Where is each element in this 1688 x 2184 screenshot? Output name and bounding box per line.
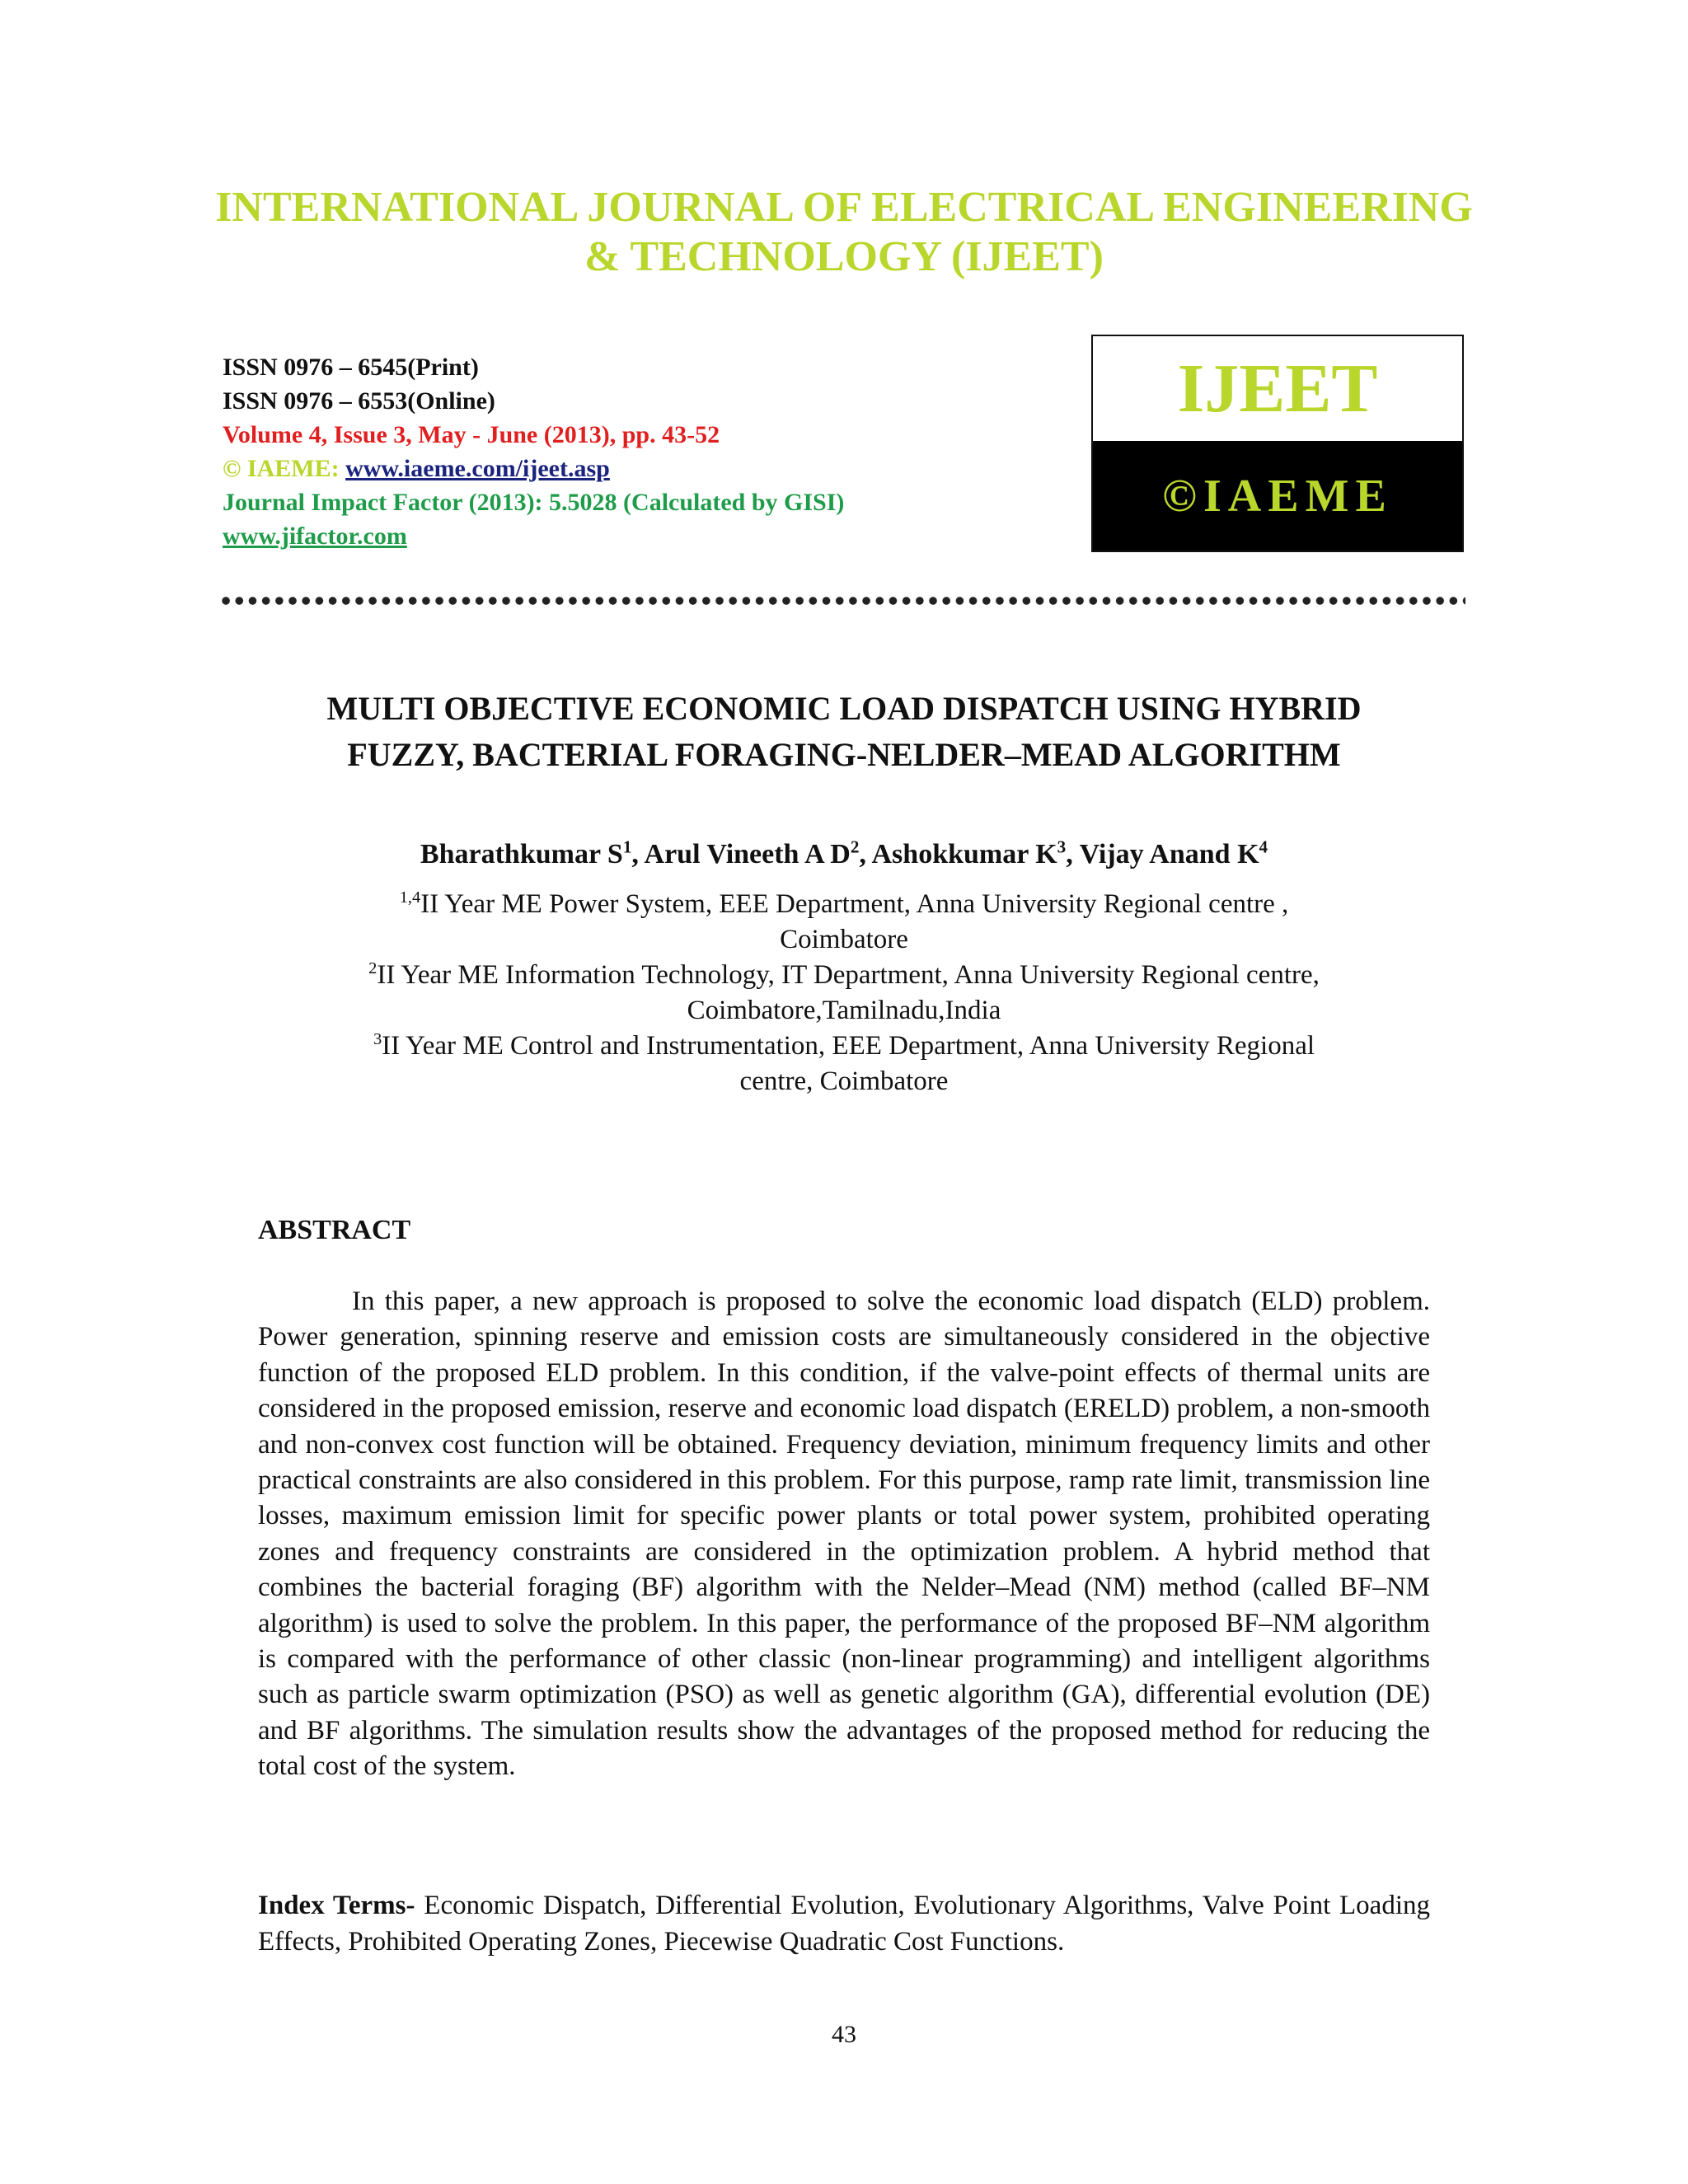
journal-metadata	[223, 350, 1047, 553]
author-list	[0, 839, 1688, 870]
index-terms-label: Index Terms-	[258, 1891, 415, 1920]
affiliations	[247, 887, 1441, 1099]
ijeet-logo: IJEET	[1093, 336, 1462, 441]
paper-title	[0, 686, 1688, 778]
affiliation: $^{1,4}$II Year ME Power System, EEE Department, Anna University Regional centre , Coimbatore	[399, 888, 1289, 954]
author: Vijay Anand $K^4$	[1079, 837, 1268, 869]
affiliation: $^2$II Year ME Information Technology, IT Department, Anna University Regional centre, Coimbatore,Tamilnadu,India	[368, 959, 1320, 1025]
abstract-body: In this paper, a new approach is proposed to solve the economic load dispatch (ELD) problem. Power generation, spinning reserve and emission costs are simultaneously considered in the objective function of the proposed ELD problem. In this condition, if the valve-point effects of thermal units are considered in the proposed emission, reserve and economic load dispatch (ERELD) problem, a non-smooth and non-convex cost function will be obtained. Frequency deviation, minimum frequency limits and other practical constraints are also considered in this problem. For this purpose, ramp rate limit, transmission line losses, maximum emission limit for specific power plants or total power system, prohibited operating zones and frequency constraints are considered in the optimization problem. A hybrid method that combines the bacterial foraging (BF) algorithm with the Nelder–Mead (NM) method (called BF–NM algorithm) is used to solve the problem. In this paper, the performance of the proposed BF–NM algorithm is compared with the performance of other classic (non-linear programming) and intelligent algorithms such as particle swarm optimization (PSO) as well as genetic algorithm (GA), differential evolution (DE) and BF algorithms. The simulation results show the advantages of the proposed method for reducing the total cost of the system.	[258, 1286, 1430, 1782]
dotted-separator	[219, 595, 1465, 607]
author: Bharathkumar $S^1$,	[420, 837, 645, 869]
paper-title-line-2: FUZZY, BACTERIAL FORAGING-NELDER–MEAD ALGORITHM	[347, 736, 1341, 773]
impact-factor: Journal Impact Factor (2013): 5.5028 (Calculated by GISI)	[223, 489, 845, 516]
iaeme-line	[223, 452, 1047, 485]
index-terms	[258, 1887, 1430, 1960]
jifactor-link[interactable]: www.jifactor.com	[223, 523, 407, 550]
paper-title-line-1: MULTI OBJECTIVE ECONOMIC LOAD DISPATCH USING HYBRID	[326, 690, 1362, 727]
iaeme-prefix: © IAEME:	[223, 455, 346, 482]
iaeme-logo: ©IAEME	[1093, 441, 1462, 551]
iaeme-link[interactable]: www.iaeme.com/ijeet.asp	[345, 455, 610, 482]
journal-title	[0, 183, 1688, 282]
journal-logo-box	[1091, 335, 1464, 552]
page-number: 43	[832, 2021, 856, 2048]
issn-print: ISSN 0976 – 6545(Print)	[223, 354, 479, 381]
volume-info: Volume 4, Issue 3, May - June (2013), pp. 43-52	[223, 421, 720, 448]
author: Arul Vineeth A $D^2$,	[644, 837, 872, 869]
author: Ashokkumar $K^3$,	[871, 837, 1080, 869]
affiliation: $^3$II Year ME Control and Instrumentation, EEE Department, Anna University Regional centre, Coimbatore	[373, 1030, 1315, 1096]
issn-online: ISSN 0976 – 6553(Online)	[223, 387, 495, 415]
abstract-heading: ABSTRACT	[258, 1215, 411, 1245]
index-terms-text: Economic Dispatch, Differential Evolution, Evolutionary Algorithms, Valve Point Loading Effects, Prohibited Operating Zones, Piecewise Quadratic Cost Functions.	[258, 1891, 1431, 1957]
journal-title-line-2: & TECHNOLOGY (IJEET)	[584, 233, 1104, 280]
journal-title-line-1: INTERNATIONAL JOURNAL OF ELECTRICAL ENGINEERING	[215, 184, 1473, 231]
